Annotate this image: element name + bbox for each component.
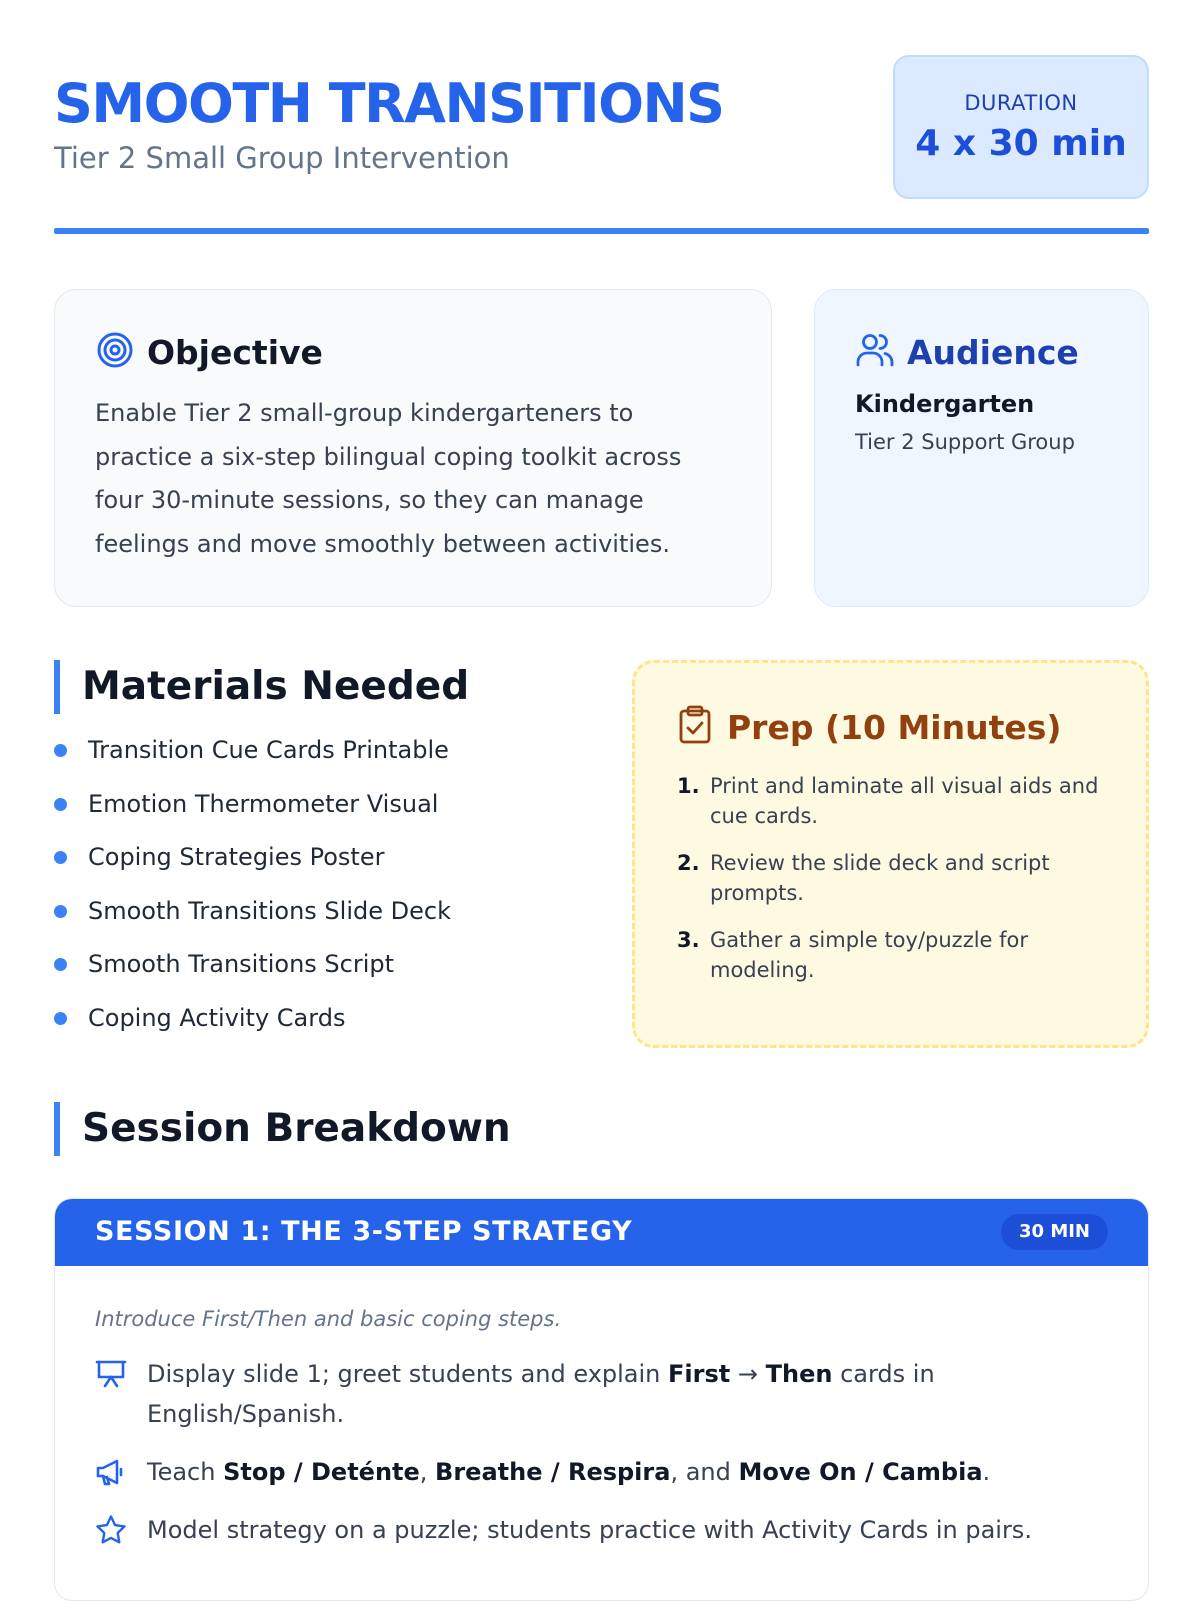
clipboard-check-icon: [677, 705, 713, 749]
prep-header: [677, 705, 1061, 749]
material-label: Smooth Transitions Slide Deck: [88, 896, 451, 925]
list-item: [54, 735, 614, 789]
step-text: [147, 1452, 1047, 1492]
header-divider: [54, 228, 1149, 234]
step-text: Review the slide deck and script prompts.: [710, 851, 1050, 905]
objective-card: [54, 289, 772, 607]
bold-term: Breathe / Respira: [435, 1458, 671, 1486]
list-item: [54, 949, 614, 1003]
text-segment: Teach: [147, 1458, 224, 1486]
step-text: Print and laminate all visual aids and cue cards.: [710, 774, 1099, 828]
session-title: SESSION 1: THE 3-STEP STRATEGY: [95, 1216, 633, 1247]
session-intro: Introduce First/Then and basic coping steps.: [95, 1307, 562, 1331]
bullet-dot: [54, 851, 67, 864]
material-label: Coping Activity Cards: [88, 1003, 346, 1032]
bullet-dot: [54, 798, 67, 811]
audience-group: Tier 2 Support Group: [855, 430, 1075, 454]
material-label: Transition Cue Cards Printable: [88, 736, 449, 764]
bullet-dot: [54, 905, 67, 918]
session-duration-badge: 30 MIN: [1001, 1214, 1108, 1250]
list-item: [54, 789, 614, 843]
list-item: [677, 848, 1117, 908]
list-item: [54, 842, 614, 896]
session-card: [54, 1198, 1149, 1601]
prep-heading: Prep (10 Minutes): [727, 707, 1062, 747]
step-number: 3.: [677, 928, 700, 952]
bullet-dot: [54, 744, 67, 757]
session-header-bar: [55, 1199, 1148, 1266]
text-segment: →: [730, 1360, 766, 1388]
list-item: [95, 1354, 1095, 1434]
duration-value: 4 x 30 min: [915, 122, 1127, 164]
objective-heading: Objective: [147, 332, 323, 372]
page-subtitle: Tier 2 Small Group Intervention: [54, 141, 510, 175]
text-segment: .: [982, 1458, 991, 1486]
duration-badge: [893, 55, 1149, 199]
list-item: [95, 1510, 1095, 1550]
text-segment: cards in English/Spanish.: [147, 1360, 935, 1428]
session-breakdown-heading: Session Breakdown: [54, 1102, 511, 1156]
objective-text: Enable Tier 2 small-group kindergarteners to practice a six-step bilingual coping toolkit across four 30-minute sessions, so they can manage feelings and move smoothly between activities.: [95, 399, 682, 558]
text-segment: ,: [419, 1458, 436, 1486]
audience-header: [855, 330, 1079, 374]
bold-term: Stop / Deténte: [223, 1458, 420, 1486]
material-label: Coping Strategies Poster: [88, 843, 385, 872]
users-icon: [855, 330, 895, 374]
objective-header: [95, 330, 323, 374]
bold-term: First: [668, 1360, 731, 1388]
material-label: Emotion Thermometer Visual: [88, 789, 439, 818]
target-icon: [95, 330, 135, 374]
list-item: [677, 925, 1117, 985]
text-segment: , and: [670, 1458, 739, 1486]
list-item: [54, 896, 614, 950]
presentation-icon: [95, 1358, 127, 1390]
bullet-dot: [54, 1012, 67, 1025]
step-number: 2.: [677, 851, 700, 875]
bold-term: Move On / Cambia: [738, 1458, 983, 1486]
materials-list: [54, 735, 614, 1057]
prep-steps: [677, 771, 1117, 1002]
step-number: 1.: [677, 774, 700, 798]
step-text: [147, 1354, 947, 1434]
session-steps: [95, 1354, 1095, 1568]
megaphone-icon: [95, 1456, 127, 1488]
prep-box: [632, 660, 1149, 1048]
step-text: Gather a simple toy/puzzle for modeling.: [710, 928, 1029, 982]
material-label: Smooth Transitions Script: [88, 950, 395, 979]
audience-card: [814, 289, 1149, 607]
list-item: [54, 1003, 614, 1057]
star-icon: [95, 1514, 127, 1546]
bold-term: Then: [765, 1360, 833, 1388]
materials-heading: Materials Needed: [54, 660, 469, 714]
duration-label: DURATION: [964, 90, 1078, 115]
text-segment: Display slide 1; greet students and explain: [147, 1360, 669, 1388]
list-item: [95, 1452, 1095, 1492]
page-title: SMOOTH TRANSITIONS: [54, 72, 724, 135]
list-item: [677, 771, 1117, 831]
audience-name: Kindergarten: [855, 390, 1035, 418]
audience-heading: Audience: [907, 332, 1079, 372]
step-text: Model strategy on a puzzle; students practice with Activity Cards in pairs.: [147, 1516, 1032, 1544]
bullet-dot: [54, 958, 67, 971]
